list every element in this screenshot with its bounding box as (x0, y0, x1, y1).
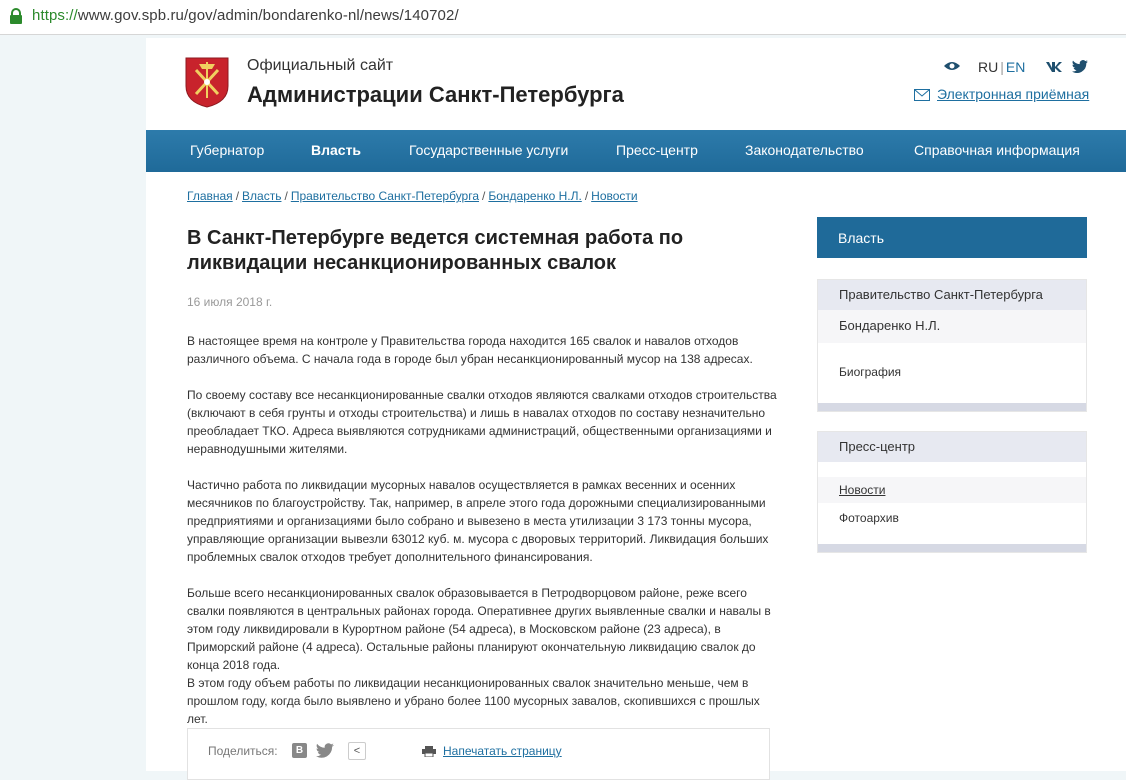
breadcrumb-government[interactable]: Правительство Санкт-Петербурга (290, 189, 480, 203)
sidebar-block-press (817, 431, 1087, 553)
share-label: Поделиться: (208, 744, 278, 758)
breadcrumb-authority[interactable]: Власть (242, 189, 282, 203)
mail-icon (914, 89, 930, 101)
sidebar-header-label: Власть (838, 230, 884, 246)
share-icon[interactable]: < (348, 742, 366, 760)
article-title: В Санкт-Петербурге ведется системная работа по ликвидации несанкционированных свалок (187, 227, 684, 274)
vk-share-icon[interactable]: В (292, 743, 307, 758)
vk-icon[interactable] (1046, 61, 1064, 72)
sidebar-header[interactable] (817, 217, 1087, 258)
lang-ru[interactable]: RU (978, 59, 999, 75)
breadcrumb: Главная / Власть / Правительство Санкт-Петербурга / Бондаренко Н.Л. / Новости (187, 189, 638, 203)
article-paragraph: В настоящее время на контроле у Правительства города находится 165 свалок и навалов отходов различного объема. С начала года в городе был убран несанкционированный мусор на 138 адресах. (187, 334, 753, 366)
breadcrumb-bondarenko[interactable]: Бондаренко Н.Л. (488, 189, 582, 203)
site-header (146, 38, 1126, 130)
print-icon[interactable] (422, 746, 436, 757)
article-paragraph: По своему составу все несанкционированные свалки отходов являются свалками отходов строительства (включают в себя грунты и отходы строительства) и лишь в навалах отходов по составу незначительно преобладает ТКО. Адреса выявляются сотрудниками администраций, общественными организациями и неравнодушными жителями. (187, 388, 777, 456)
article-date: 16 июля 2018 г. (187, 295, 273, 309)
sidebar-item-government[interactable]: Правительство Санкт-Петербурга (818, 280, 1086, 310)
article-paragraph: Больше всего несанкционированных свалок образовывается в Петродворцовом районе, реже всего свалки появляются в центральных районах города. Оперативнее других выявленные свалки и навалы в этом году ликвидировали в Курортном районе (54 адреса), в Московском районе (23 адреса), в Приморский районе (4 адреса). Остальные районы планируют окончательную ликвидацию свалок до конца 2018 года. (187, 586, 771, 672)
share-panel (187, 728, 770, 780)
coat-of-arms-icon[interactable] (184, 56, 230, 108)
lang-separator: | (1000, 59, 1004, 75)
language-switch (978, 59, 1025, 75)
lock-icon (9, 8, 23, 24)
site-title[interactable]: Администрации Санкт-Петербурга (247, 82, 624, 107)
url-text[interactable]: https://www.gov.spb.ru/gov/admin/bondarenko-nl/news/140702/ (32, 7, 459, 24)
article-paragraph: В этом году объем работы по ликвидации несанкционированных свалок значительно меньше, чем в прошлом году, когда было выявлено и убрано более 1100 мусорных завалов, скопившихся с прошлых лет. (187, 676, 760, 726)
print-page-link[interactable]: Напечатать страницу (443, 744, 562, 758)
breadcrumb-home[interactable]: Главная (187, 189, 233, 203)
e-reception-link[interactable]: Электронная приёмная (937, 86, 1090, 102)
nav-legislation[interactable]: Законодательство (745, 142, 864, 158)
sidebar-item-news[interactable]: Новости (818, 477, 1086, 503)
article-paragraph: Частично работа по ликвидации мусорных навалов осуществляется в рамках весенних и осенних месячников по благоустройству. Так, например, в апреле этого года дорожными специализированными предприятиями и организациями было собрано и вывезено в места утилизации 3 173 тонны мусора, управляющие организации вывезли 63012 куб. м. мусора с дворовых территорий. Ликвидация больших проблемных свалок отходов требует дополнительного финансирования. (187, 478, 769, 564)
sidebar-divider (818, 544, 1086, 552)
sidebar-item-biography[interactable]: Биография (839, 365, 902, 379)
sidebar-divider (818, 403, 1086, 411)
main-nav (146, 130, 1126, 172)
nav-authority[interactable]: Власть (311, 142, 362, 158)
sidebar-item-photo-archive[interactable]: Фотоархив (839, 511, 899, 525)
breadcrumb-news[interactable]: Новости (591, 189, 638, 203)
nav-public-services[interactable]: Государственные услуги (409, 142, 569, 158)
eye-icon[interactable] (943, 60, 961, 72)
sidebar-item-bondarenko[interactable]: Бондаренко Н.Л. (818, 310, 1086, 343)
twitter-share-icon[interactable] (316, 743, 334, 758)
nav-press-center[interactable]: Пресс-центр (616, 142, 698, 158)
lang-en[interactable]: EN (1005, 59, 1026, 75)
sidebar-item-press-center[interactable]: Пресс-центр (818, 432, 1086, 462)
nav-governor[interactable]: Губернатор (190, 142, 265, 158)
sidebar-block-government (817, 279, 1087, 412)
page (146, 38, 1126, 771)
nav-reference-info[interactable]: Справочная информация (914, 142, 1080, 158)
browser-address-bar[interactable] (0, 0, 1126, 35)
site-subtitle: Официальный сайт (247, 57, 394, 74)
twitter-icon[interactable] (1072, 60, 1088, 73)
